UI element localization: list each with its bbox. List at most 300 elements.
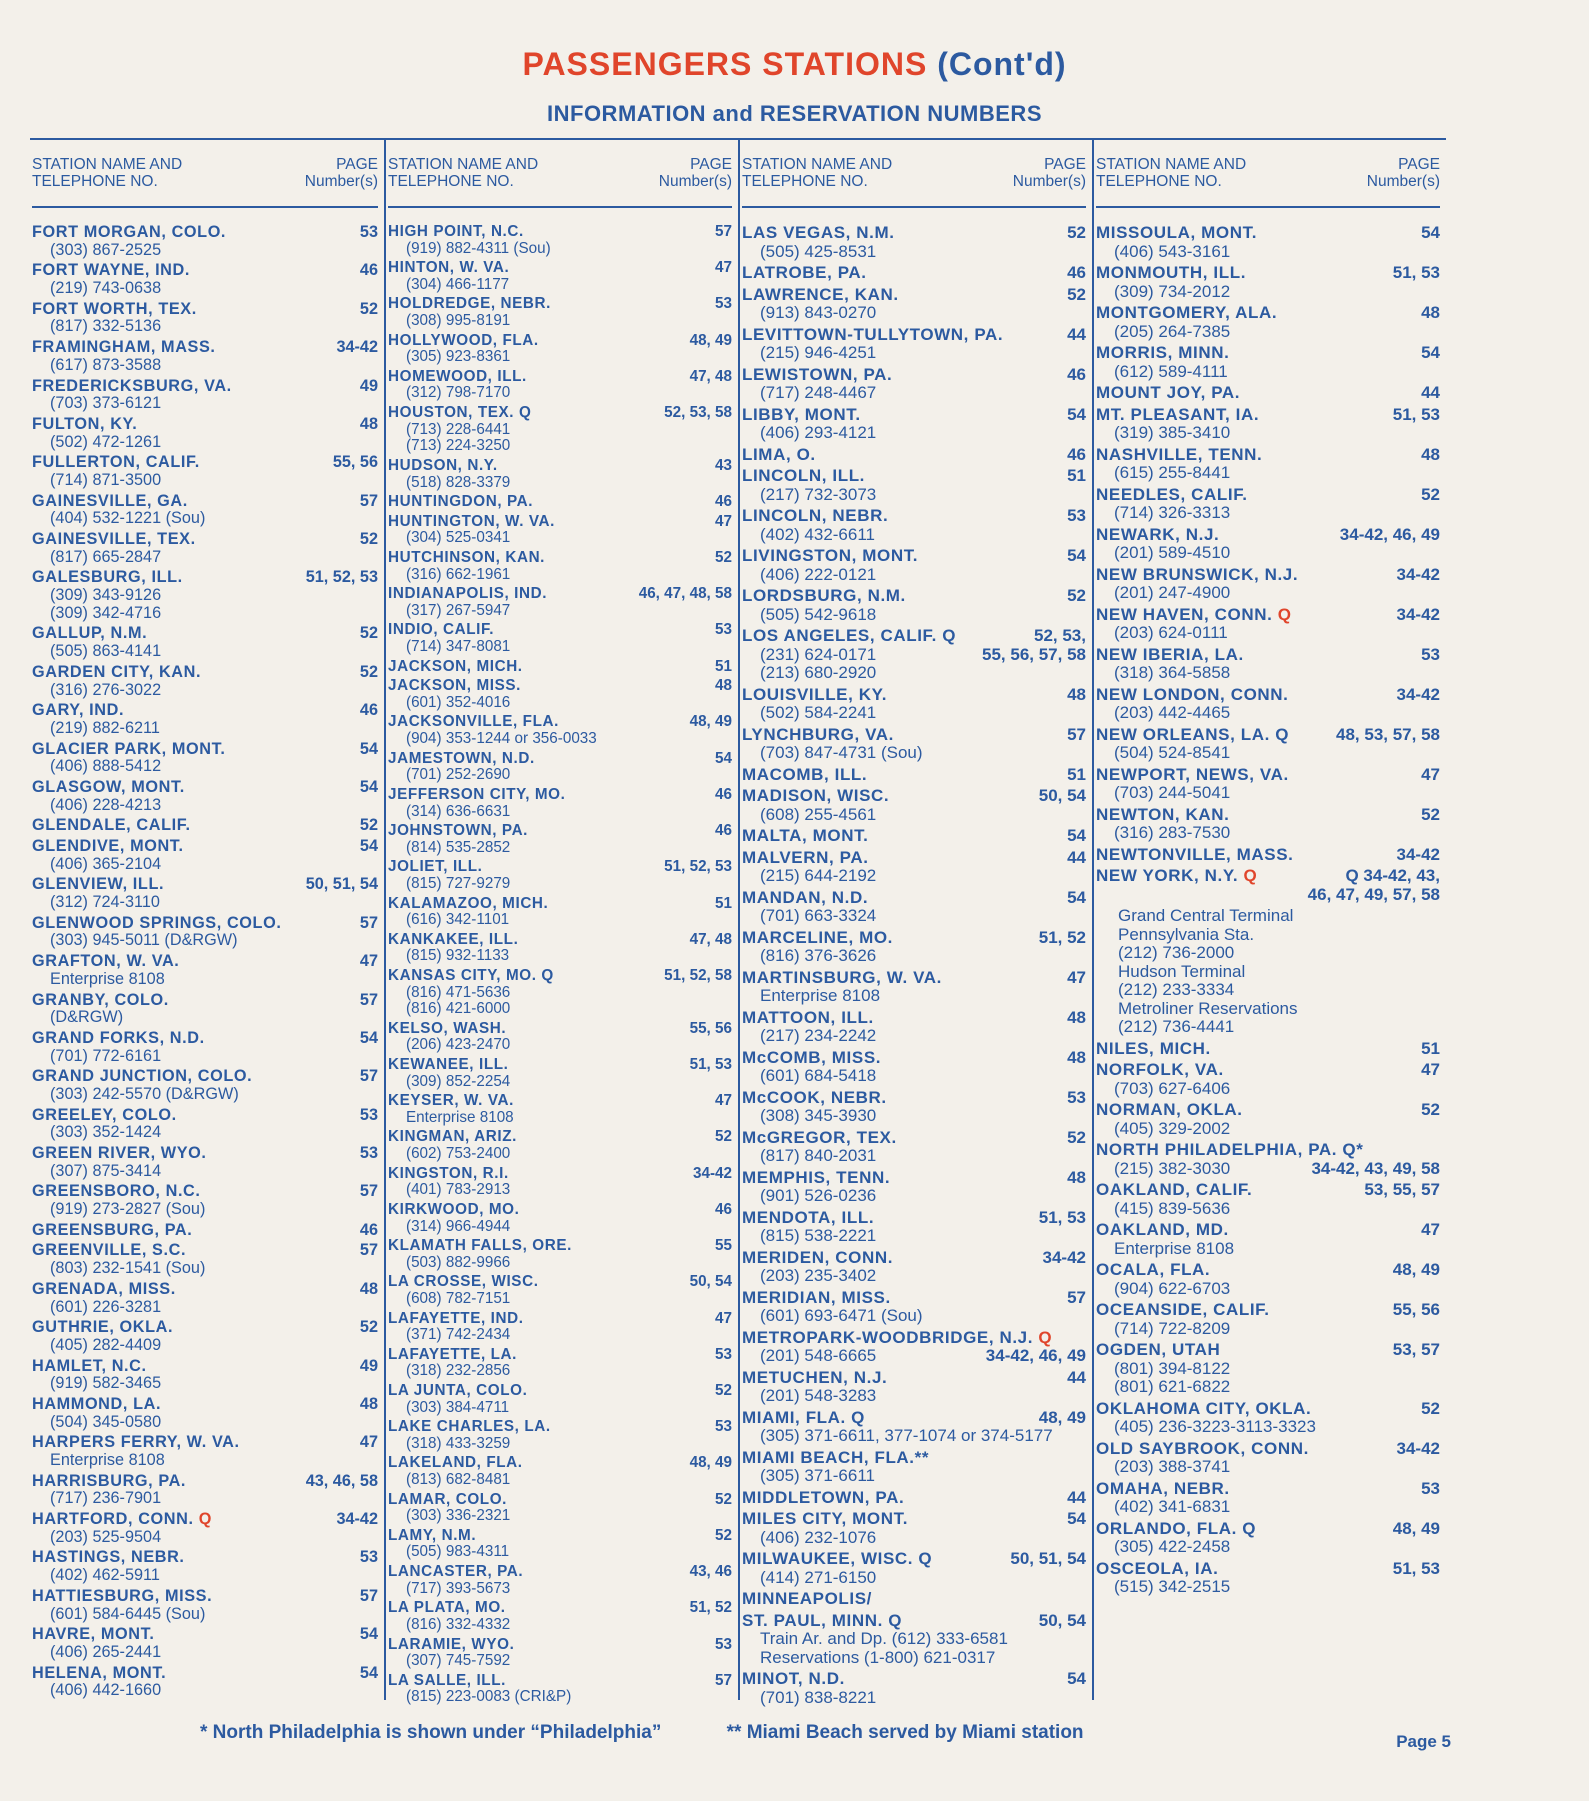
station-entry bbox=[388, 1419, 732, 1452]
station-entry bbox=[1096, 1040, 1440, 1059]
station-row bbox=[32, 262, 378, 280]
station-entry bbox=[32, 876, 378, 911]
station-name bbox=[32, 1183, 201, 1201]
terminal-info: Pennsylvania Sta. bbox=[1118, 924, 1255, 944]
station-entry bbox=[388, 932, 732, 965]
station-name bbox=[1096, 1341, 1220, 1360]
station-entry bbox=[742, 1129, 1086, 1166]
station-name bbox=[1096, 526, 1219, 545]
station-name-text: LA JUNTA, COLO. bbox=[388, 1382, 528, 1399]
station-row bbox=[742, 547, 1086, 566]
station-name-text: HELENA, MONT. bbox=[32, 1663, 167, 1682]
station-entry bbox=[742, 547, 1086, 584]
page-numbers: 54 bbox=[1421, 343, 1440, 362]
station-name bbox=[1096, 646, 1244, 665]
page-numbers: 50, 51, 54 bbox=[1010, 1549, 1086, 1568]
page-numbers: 47 bbox=[1421, 1220, 1440, 1239]
station-row bbox=[742, 467, 1086, 486]
page-numbers: 34-42, 46, 49 bbox=[1339, 524, 1440, 544]
station-name bbox=[742, 1590, 872, 1609]
station-name bbox=[32, 531, 196, 549]
station-name-text: LA SALLE, ILL. bbox=[388, 1671, 506, 1689]
terminal-info: (212) 736-2000 bbox=[1118, 943, 1235, 962]
station-row bbox=[388, 224, 732, 241]
station-name bbox=[32, 1549, 185, 1567]
station-entry bbox=[742, 929, 1086, 966]
station-entry bbox=[1096, 646, 1440, 683]
page-numbers: 46 bbox=[1067, 444, 1086, 464]
station-name bbox=[32, 1396, 161, 1414]
station-name-text: LA PLATA, MO. bbox=[388, 1599, 506, 1617]
station-row bbox=[1096, 1341, 1440, 1360]
station-name-text: GRAND JUNCTION, COLO. bbox=[32, 1067, 253, 1086]
page-numbers: 53 bbox=[1067, 1087, 1086, 1107]
station-row bbox=[742, 326, 1086, 345]
station-name-text: KINGSTON, R.I. bbox=[388, 1164, 509, 1182]
station-entry bbox=[32, 1511, 378, 1546]
station-phone: (316) 276-3022 bbox=[50, 680, 162, 699]
page-numbers: 48 bbox=[715, 677, 732, 695]
station-entry bbox=[742, 1489, 1086, 1508]
station-phone: (203) 235-3402 bbox=[760, 1266, 877, 1285]
page-numbers: 53 bbox=[715, 1418, 732, 1436]
station-name bbox=[388, 859, 482, 876]
station-phone: (402) 341-6831 bbox=[1114, 1497, 1231, 1516]
page-number: Page 5 bbox=[1396, 1732, 1451, 1751]
page-numbers: 47 bbox=[715, 1092, 732, 1110]
station-entry bbox=[32, 493, 378, 528]
station-name bbox=[32, 1068, 252, 1086]
station-name-text: MALTA, MONT. bbox=[742, 826, 869, 845]
terminal-info: Grand Central Terminal bbox=[1118, 906, 1294, 925]
station-phone: (314) 636-6631 bbox=[406, 802, 511, 820]
station-entry bbox=[742, 969, 1086, 1006]
station-name-text: LYNCHBURG, VA. bbox=[742, 724, 894, 744]
station-entry bbox=[388, 1347, 732, 1380]
station-phone: (717) 248-4467 bbox=[760, 383, 877, 402]
station-phone: (305) 923-8361 bbox=[406, 348, 511, 366]
station-name-text: FORT WORTH, TEX. bbox=[32, 299, 197, 318]
page-numbers: 52 bbox=[359, 299, 378, 318]
page-numbers: 51, 53 bbox=[1392, 404, 1440, 424]
station-name-text: GREEN RIVER, WYO. bbox=[32, 1144, 207, 1162]
page-numbers: 51, 52, 58 bbox=[664, 966, 732, 984]
station-row bbox=[742, 224, 1086, 243]
station-row bbox=[742, 1409, 1086, 1428]
station-name bbox=[388, 296, 551, 313]
station-name-text: FORT WAYNE, IND. bbox=[32, 261, 190, 280]
station-name bbox=[388, 1673, 506, 1690]
station-phone: (308) 995-8191 bbox=[406, 312, 511, 330]
station-row-continued bbox=[1096, 886, 1440, 905]
station-phone: (406) 365-2104 bbox=[50, 854, 162, 873]
station-entry bbox=[742, 1249, 1086, 1286]
station-phone: (919) 582-3465 bbox=[50, 1374, 162, 1393]
station-name-text: MADISON, WISC. bbox=[742, 786, 890, 805]
station-entry bbox=[1096, 867, 1440, 904]
station-name-text: KIRKWOOD, MO. bbox=[388, 1200, 520, 1218]
station-name bbox=[742, 686, 887, 705]
terminal-info: Metroliner Reservations bbox=[1118, 998, 1298, 1018]
page-numbers: 34-42 bbox=[336, 1510, 378, 1529]
station-phone: (303) 867-2525 bbox=[50, 240, 162, 259]
station-row bbox=[32, 779, 378, 797]
page-numbers: 54 bbox=[359, 837, 378, 855]
station-phone: (414) 271-6150 bbox=[760, 1567, 877, 1587]
page-numbers: 51, 53 bbox=[1038, 1207, 1086, 1227]
station-name-text: LAMAR, COLO. bbox=[388, 1490, 508, 1508]
station-list bbox=[742, 224, 1086, 1707]
station-name-text: NEWPORT, NEWS, VA. bbox=[1096, 764, 1289, 784]
page-numbers: 52 bbox=[715, 1382, 732, 1399]
station-entry bbox=[742, 766, 1086, 785]
station-list bbox=[388, 224, 732, 1706]
station-entry bbox=[742, 1169, 1086, 1206]
station-name-text: JACKSON, MISS. bbox=[388, 677, 521, 695]
station-name-text: JAMESTOWN, N.D. bbox=[388, 749, 535, 767]
station-entry bbox=[388, 1093, 732, 1126]
station-name bbox=[1096, 606, 1292, 625]
station-name bbox=[1096, 806, 1229, 825]
station-phone: (317) 267-5947 bbox=[406, 601, 511, 619]
station-name-text: FRAMINGHAM, MASS. bbox=[32, 338, 216, 357]
station-name bbox=[32, 664, 201, 682]
station-entry bbox=[388, 1455, 732, 1488]
station-name-text: GREELEY, COLO. bbox=[32, 1105, 177, 1124]
station-entry bbox=[1096, 344, 1440, 381]
station-row bbox=[388, 859, 732, 876]
page-numbers: 47 bbox=[1421, 1060, 1440, 1079]
station-entry bbox=[388, 1673, 732, 1706]
station-name-text: MIAMI BEACH, FLA.** bbox=[742, 1447, 930, 1467]
station-name-text: MARTINSBURG, W. VA. bbox=[742, 967, 942, 987]
station-name bbox=[32, 915, 281, 933]
page-numbers: 34-42 bbox=[1396, 604, 1440, 624]
station-name bbox=[1096, 446, 1262, 465]
station-name-text: HUNTINGTON, W. VA. bbox=[388, 512, 555, 530]
page-numbers: 34-42 bbox=[1042, 1247, 1086, 1267]
station-name bbox=[742, 969, 942, 988]
station-name bbox=[388, 1637, 514, 1654]
station-entry bbox=[388, 1129, 732, 1162]
station-row bbox=[742, 726, 1086, 745]
station-entry bbox=[388, 1564, 732, 1597]
station-row bbox=[742, 969, 1086, 988]
station-name bbox=[742, 467, 865, 486]
station-name bbox=[742, 406, 861, 425]
station-row bbox=[32, 493, 378, 511]
station-row bbox=[32, 1626, 378, 1644]
page-numbers: 52 bbox=[1067, 586, 1086, 605]
page-numbers: 52 bbox=[715, 1526, 732, 1544]
column-header bbox=[1096, 140, 1440, 208]
station-entry bbox=[388, 1492, 732, 1525]
station-phone: (406) 222-0121 bbox=[760, 564, 877, 584]
station-name-text: LAS VEGAS, N.M. bbox=[742, 223, 895, 242]
station-phone: (201) 548-3283 bbox=[760, 1386, 877, 1405]
station-entry bbox=[32, 741, 378, 776]
station-name bbox=[742, 1449, 929, 1468]
station-phone: (919) 273-2827 (Sou) bbox=[50, 1200, 206, 1219]
station-name bbox=[32, 1319, 173, 1337]
station-name-text: FULTON, KY. bbox=[32, 414, 138, 433]
page-numbers: 46 bbox=[359, 261, 378, 280]
station-name bbox=[1096, 1181, 1252, 1200]
station-entry bbox=[742, 1590, 1086, 1609]
station-entry bbox=[388, 678, 732, 711]
station-phone: (309) 343-9126 bbox=[50, 586, 162, 605]
station-row bbox=[742, 766, 1086, 785]
station-name bbox=[32, 1588, 212, 1606]
station-row bbox=[388, 932, 732, 949]
page-numbers: 57 bbox=[715, 223, 732, 240]
title-suffix: (Cont'd) bbox=[937, 46, 1067, 82]
page-numbers: 52 bbox=[359, 624, 378, 643]
page-numbers: 57 bbox=[359, 491, 378, 510]
station-name bbox=[1096, 726, 1289, 745]
station-entry bbox=[388, 494, 732, 511]
station-phone: (813) 682-8481 bbox=[406, 1471, 511, 1489]
station-phone: (815) 538-2221 bbox=[760, 1226, 877, 1245]
station-name bbox=[388, 1528, 476, 1545]
page-numbers: 44 bbox=[1067, 324, 1086, 344]
station-name bbox=[32, 1511, 212, 1529]
page-numbers: 52 bbox=[359, 662, 378, 681]
page-numbers: 57 bbox=[715, 1671, 732, 1689]
page-numbers: 50, 54 bbox=[1038, 1610, 1086, 1630]
station-entry bbox=[32, 953, 378, 988]
page-numbers: 44 bbox=[1067, 1367, 1086, 1387]
station-column-3 bbox=[738, 140, 1092, 1707]
page-numbers: 52 bbox=[1421, 1398, 1440, 1418]
station-entry bbox=[1096, 1261, 1440, 1298]
page-numbers: 49 bbox=[359, 376, 378, 395]
station-row-continued bbox=[742, 646, 1086, 665]
page-numbers: 51 bbox=[715, 657, 732, 675]
station-row bbox=[32, 531, 378, 549]
station-row bbox=[388, 1129, 732, 1146]
station-phone: (913) 843-0270 bbox=[760, 303, 877, 322]
station-phone: (303) 384-4711 bbox=[406, 1398, 510, 1416]
station-row bbox=[388, 1564, 732, 1581]
station-row bbox=[1096, 1560, 1440, 1579]
station-entry bbox=[1096, 566, 1440, 603]
station-entry bbox=[32, 838, 378, 873]
page-numbers: 48 bbox=[1067, 684, 1086, 704]
page-numbers: 57 bbox=[359, 913, 378, 932]
station-phone: Train Ar. and Dp. (612) 333-6581 bbox=[760, 1629, 1008, 1648]
station-phone: (714) 722-8209 bbox=[1114, 1318, 1231, 1338]
station-name-text: LAFAYETTE, IND. bbox=[388, 1309, 524, 1327]
station-row bbox=[1096, 846, 1440, 865]
station-phone: Enterprise 8108 bbox=[50, 969, 165, 988]
station-name bbox=[1096, 384, 1240, 403]
station-name bbox=[742, 446, 816, 465]
station-name bbox=[742, 507, 888, 526]
page-numbers: 54 bbox=[1067, 1669, 1086, 1688]
page-numbers: 53 bbox=[1421, 644, 1440, 664]
station-entry bbox=[388, 224, 732, 257]
station-phone: (203) 388-3741 bbox=[1114, 1457, 1231, 1476]
station-row bbox=[32, 1242, 378, 1260]
station-phone: (803) 232-1541 (Sou) bbox=[50, 1259, 206, 1278]
station-name bbox=[32, 625, 147, 643]
station-phone: (217) 732-3073 bbox=[760, 484, 877, 504]
page-numbers: 48 bbox=[359, 1394, 378, 1413]
station-name bbox=[388, 224, 524, 241]
header-telephone: TELEPHONE NO. bbox=[742, 173, 868, 190]
station-name-text: OSCEOLA, IA. bbox=[1096, 1558, 1219, 1578]
station-name bbox=[388, 1021, 506, 1038]
station-entry bbox=[1096, 907, 1440, 1037]
column-header bbox=[388, 140, 732, 208]
station-row bbox=[1096, 867, 1440, 886]
station-row bbox=[742, 1129, 1086, 1148]
station-name bbox=[32, 493, 188, 511]
station-row bbox=[32, 224, 378, 242]
station-row bbox=[388, 1347, 732, 1364]
station-name-text: GARDEN CITY, KAN. bbox=[32, 662, 202, 681]
station-row bbox=[742, 1169, 1086, 1188]
station-phone: (717) 236-7901 bbox=[50, 1489, 162, 1508]
station-name-text: OCEANSIDE, CALIF. bbox=[1096, 1300, 1270, 1319]
station-entry bbox=[1096, 1400, 1440, 1437]
station-name bbox=[388, 1383, 527, 1400]
station-phone: (703) 244-5041 bbox=[1114, 783, 1231, 802]
station-row bbox=[742, 366, 1086, 385]
station-name-text: MOUNT JOY, PA. bbox=[1096, 383, 1241, 402]
station-entry bbox=[1096, 384, 1440, 403]
station-name-text: GRANBY, COLO. bbox=[32, 990, 169, 1009]
station-row bbox=[388, 550, 732, 567]
station-row bbox=[32, 1145, 378, 1163]
page-numbers: 54 bbox=[1067, 826, 1086, 845]
station-entry bbox=[32, 1319, 378, 1354]
station-entry bbox=[32, 702, 378, 737]
station-name bbox=[388, 823, 528, 840]
station-phone: Enterprise 8108 bbox=[50, 1451, 165, 1469]
station-entry bbox=[32, 339, 378, 374]
station-phone: (717) 393-5673 bbox=[406, 1579, 511, 1597]
station-phone: (714) 326-3313 bbox=[1114, 503, 1231, 522]
station-name bbox=[32, 1222, 192, 1240]
station-name-text: GREENSBURG, PA. bbox=[32, 1220, 193, 1239]
page-numbers: 53, 55, 57 bbox=[1364, 1180, 1440, 1199]
page-numbers: 44 bbox=[1421, 383, 1440, 402]
station-phone: (504) 345-0580 bbox=[50, 1412, 162, 1431]
page-numbers-continued: 34-42, 46, 49 bbox=[985, 1346, 1086, 1365]
station-name-text: HAVRE, MONT. bbox=[32, 1625, 155, 1644]
station-row bbox=[388, 586, 732, 603]
station-entry bbox=[1096, 846, 1440, 865]
station-row bbox=[388, 458, 732, 475]
header-page: PAGE bbox=[1044, 156, 1086, 173]
station-entry bbox=[32, 1068, 378, 1103]
station-name-text: LOS ANGELES, CALIF. Q bbox=[742, 626, 957, 645]
station-phone: Enterprise 8108 bbox=[760, 986, 881, 1005]
station-name bbox=[1096, 566, 1298, 585]
station-phone: (203) 442-4465 bbox=[1114, 703, 1231, 722]
page-numbers: 48 bbox=[1067, 1047, 1086, 1067]
station-name-text: KANKAKEE, ILL. bbox=[388, 930, 519, 948]
station-phone: (406) 543-3161 bbox=[1114, 241, 1231, 261]
station-entry bbox=[388, 714, 732, 747]
station-name bbox=[32, 992, 169, 1010]
station-phone: (318) 433-3259 bbox=[406, 1434, 511, 1452]
station-phone: (404) 532-1221 (Sou) bbox=[50, 509, 206, 528]
station-row bbox=[742, 587, 1086, 606]
station-entry bbox=[32, 1434, 378, 1469]
station-row bbox=[742, 929, 1086, 948]
station-name-text: OLD SAYBROOK, CONN. bbox=[1096, 1438, 1309, 1458]
station-name bbox=[742, 1489, 904, 1508]
station-name-text: HATTIESBURG, MISS. bbox=[32, 1586, 213, 1605]
page-numbers: 43, 46, 58 bbox=[305, 1471, 378, 1490]
station-row bbox=[32, 702, 378, 720]
page-numbers: 53 bbox=[359, 1144, 378, 1162]
station-row bbox=[388, 1383, 732, 1400]
station-phone: (203) 624-0111 bbox=[1114, 623, 1228, 642]
page-numbers: 54 bbox=[715, 749, 732, 767]
station-name-text: LAWRENCE, KAN. bbox=[742, 284, 899, 304]
station-name-text: GLENDALE, CALIF. bbox=[32, 816, 191, 835]
station-name bbox=[1096, 344, 1229, 363]
station-entry bbox=[742, 1289, 1086, 1326]
station-row bbox=[1096, 1221, 1440, 1240]
station-name bbox=[388, 1564, 523, 1581]
station-entry bbox=[742, 1409, 1086, 1446]
page-numbers: 57 bbox=[359, 1241, 378, 1260]
station-row bbox=[1096, 1181, 1440, 1200]
station-entry bbox=[32, 454, 378, 489]
station-name-text: JACKSON, MICH. bbox=[388, 657, 523, 675]
station-name-text: KALAMAZOO, MICH. bbox=[388, 894, 549, 912]
station-entry bbox=[388, 1057, 732, 1090]
page-numbers: 53 bbox=[715, 621, 732, 639]
station-entry bbox=[32, 1473, 378, 1508]
station-entry bbox=[742, 467, 1086, 504]
station-column-4 bbox=[1092, 140, 1446, 1700]
header-page: PAGE bbox=[336, 156, 378, 173]
station-name bbox=[388, 787, 565, 804]
station-row bbox=[1096, 686, 1440, 705]
station-name-text: GALLUP, N.M. bbox=[32, 624, 148, 643]
station-name-text: NORTH PHILADELPHIA, PA. Q* bbox=[1096, 1140, 1364, 1159]
page-numbers: 48 bbox=[1067, 1007, 1086, 1027]
station-name-text: GARY, IND. bbox=[32, 701, 125, 720]
station-name bbox=[32, 1434, 240, 1452]
page-numbers: 54 bbox=[359, 739, 378, 758]
station-name-text: METUCHEN, N.J. bbox=[742, 1367, 888, 1387]
page-numbers: 51, 53 bbox=[689, 1056, 732, 1074]
station-entry bbox=[32, 664, 378, 699]
station-phone: (406) 228-4213 bbox=[50, 795, 162, 814]
station-row bbox=[32, 339, 378, 357]
station-entry bbox=[1096, 1560, 1440, 1597]
station-phone: (601) 693-6471 (Sou) bbox=[760, 1306, 923, 1325]
column-header-right bbox=[1013, 156, 1086, 190]
station-name-text: LEWISTOWN, PA. bbox=[742, 364, 893, 384]
station-row bbox=[1096, 344, 1440, 363]
station-name-text: GREENVILLE, S.C. bbox=[32, 1241, 187, 1260]
station-entry bbox=[388, 1166, 732, 1199]
station-name-text: OGDEN, UTAH bbox=[1096, 1340, 1221, 1359]
station-name-text: JOHNSTOWN, PA. bbox=[388, 822, 529, 840]
station-name-text: MEMPHIS, TENN. bbox=[742, 1167, 891, 1187]
page-numbers: 52 bbox=[1067, 223, 1086, 242]
station-name bbox=[1096, 766, 1289, 785]
station-name bbox=[1096, 1101, 1243, 1120]
